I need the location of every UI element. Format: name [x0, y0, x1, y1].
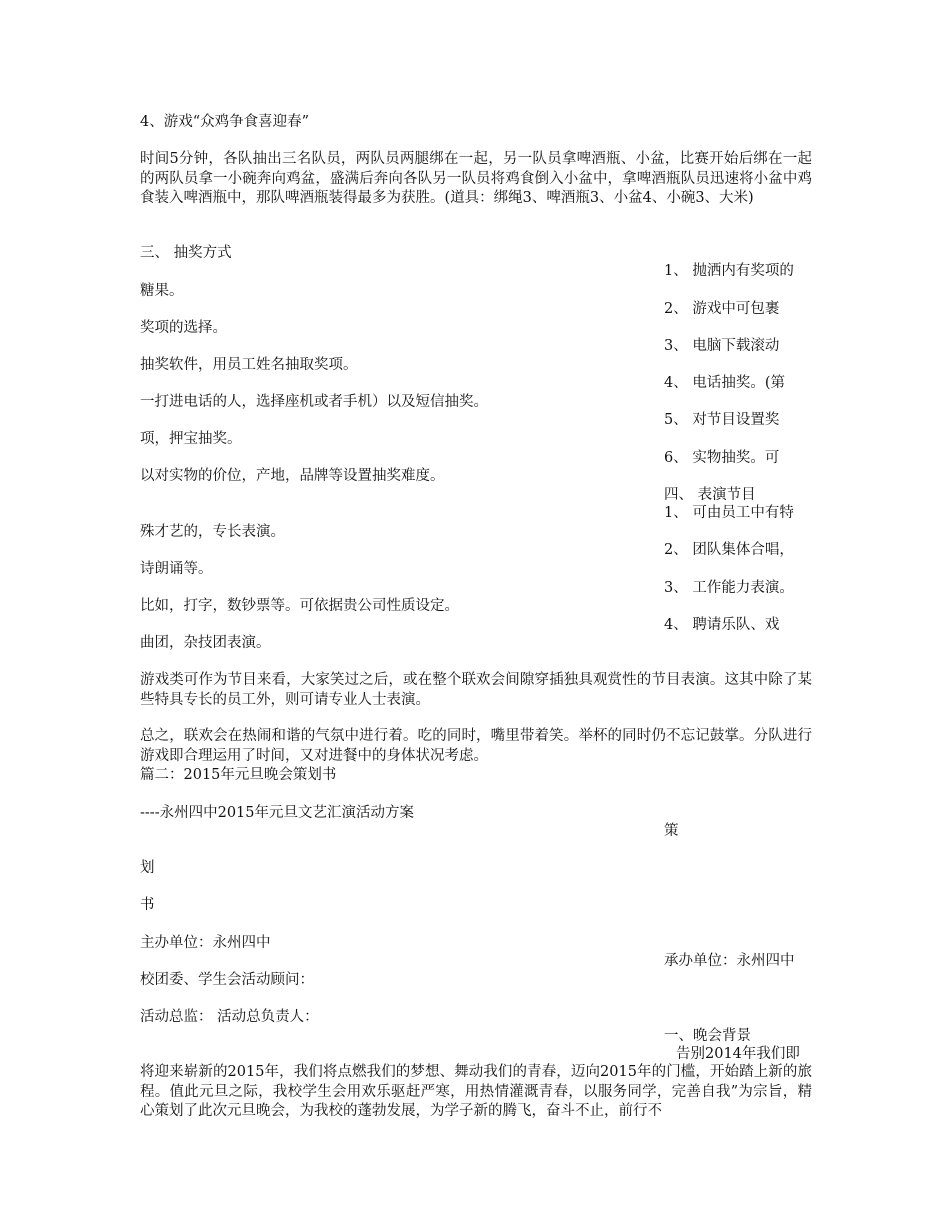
lottery-item-6-left: 以对实物的价位，产地，品牌等设置抽奖难度。	[140, 468, 445, 484]
lottery-item-3-left: 抽奖软件，用员工姓名抽取奖项。	[140, 357, 358, 373]
summary-paragraph: 总之，联欢会在热闹和谐的气氛中进行着。吃的同时，嘴里带着笑。举杯的同时仍不忘记鼓掌。分队进行游戏即合理运用了时间，又对进餐中的身体状况考虑。	[140, 728, 812, 764]
part2-organizer: 承办单位：永州四中	[664, 953, 795, 969]
lottery-heading: 三、 抽奖方式	[140, 245, 232, 261]
lottery-item-2-right: 2、 游戏中可包裹	[664, 301, 780, 317]
shows-heading: 四、 表演节目	[664, 487, 756, 503]
shows-item-1-left: 殊才艺的，专长表演。	[140, 524, 285, 540]
shows-item-4-left: 曲团，杂技团表演。	[140, 635, 271, 651]
shows-item-4-right: 4、 聘请乐队、戏	[664, 617, 780, 633]
part2-supervisor: 活动总监： 活动总负责人：	[140, 1009, 319, 1025]
game4-title: 4、游戏“众鸡争食喜迎春”	[140, 114, 310, 130]
shows-item-3-right: 3、 工作能力表演。	[664, 580, 794, 596]
lottery-item-5-left: 项，押宝抽奖。	[140, 431, 242, 447]
part2-organizer-cont: 校团委、学生会活动顾问：	[140, 972, 314, 988]
shows-item-3-left: 比如，打字，数钞票等。可依据贵公司性质设定。	[140, 598, 459, 614]
lottery-item-6-right: 6、 实物抽奖。可	[664, 450, 780, 466]
lottery-item-3-right: 3、 电脑下载滚动	[664, 338, 780, 354]
part2-background-first-line: 告别2014年我们即	[676, 1046, 800, 1062]
lottery-item-1-left: 糖果。	[140, 283, 184, 299]
shows-item-2-left: 诗朗诵等。	[140, 561, 213, 577]
part2-shu: 书	[140, 897, 155, 913]
shows-item-1-right: 1、 可由员工中有特	[664, 505, 794, 521]
lottery-item-1-right: 1、 抛洒内有奖项的	[664, 263, 794, 279]
part2-title: 篇二：2015年元旦晚会策划书	[140, 767, 337, 783]
part2-subtitle: ----永州四中2015年元旦文艺汇演活动方案	[140, 805, 414, 821]
part2-ce: 策	[664, 823, 679, 839]
lottery-item-5-right: 5、 对节目设置奖	[664, 412, 780, 428]
lottery-item-2-left: 奖项的选择。	[140, 320, 227, 336]
part2-hua: 划	[140, 860, 155, 876]
part2-host: 主办单位：永州四中	[140, 935, 271, 951]
shows-item-2-right: 2、 团队集体合唱，	[664, 542, 794, 558]
lottery-item-4-left: 一打进电话的人，选择座机或者手机）以及短信抽奖。	[140, 394, 488, 410]
game4-body: 时间5分钟，各队抽出三名队员，两队员两腿绑在一起，另一队员拿啤酒瓶、小盆，比赛开始后绑在一起的两队员拿一小碗奔向鸡盆，盛满后奔向各队另一队员将鸡食倒入小盆中，拿啤酒瓶队员迅速将小盆中鸡食装入啤酒瓶中，那队啤酒瓶装得最多为获胜。(道具：绑绳3、啤酒瓶3、小盆4、小碗3、大米)	[140, 151, 812, 206]
shows-note: 游戏类可作为节目来看，大家笑过之后，或在整个联欢会间隙穿插独具观赏性的节目表演。这其中除了某些特具专长的员工外，则可请专业人士表演。	[140, 672, 812, 708]
part2-background-body: 将迎来崭新的2015年，我们将点燃我们的梦想、舞动我们的青春，迈向2015年的门槛，开始踏上新的旅程。值此元旦之际，我校学生会用欢乐驱赶严寒，用热情灌溉青春，以服务同学，完善自我”为宗旨，精心策划了此次元旦晚会，为我校的蓬勃发展，为学子新的腾飞，奋斗不止，前行不	[140, 1064, 812, 1119]
lottery-item-4-right: 4、 电话抽奖。(第	[664, 375, 785, 391]
part2-background-heading: 一、晚会背景	[664, 1028, 751, 1044]
